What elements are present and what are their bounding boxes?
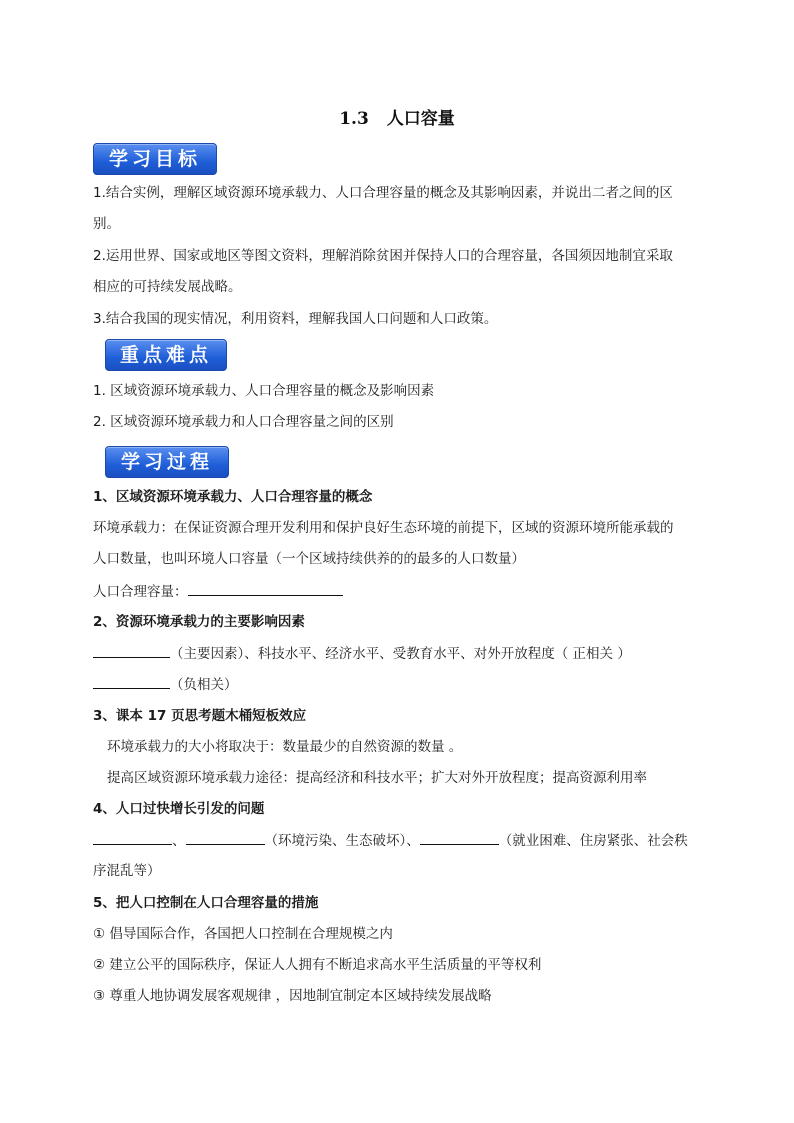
problem-blank-3[interactable]	[420, 830, 499, 845]
objective-1-line-2: 别。	[93, 216, 120, 232]
objective-3: 3.结合我国的现实情况，利用资料，理解我国人口问题和人口政策。	[93, 311, 498, 327]
section-1-definition-line-1: 环境承载力：在保证资源合理开发利用和保护良好生态环境的前提下，区域的资源环境所能承载的	[93, 520, 674, 536]
measure-2: ② 建立公平的国际秩序，保证人人拥有不断追求高水平生活质量的平等权利	[93, 957, 542, 973]
objective-2-line-1: 2.运用世界、国家或地区等图文资料，理解消除贫困并保持人口的合理容量，各国须因地制宜采取	[93, 248, 673, 264]
section-4-separator: 、	[172, 833, 186, 849]
objective-1-line-1: 1.结合实例，理解区域资源环境承载力、人口合理容量的概念及其影响因素，并说出二者之间的区	[93, 185, 673, 201]
section-2-line-1: （主要因素）、科技水平、经济水平、受教育水平、对外开放程度（ 正相关 ）	[170, 646, 631, 662]
measure-1: ① 倡导国际合作，各国把人口控制在合理规模之内	[93, 926, 393, 942]
section-4-middle: （环境污染、生态破坏）、	[264, 833, 420, 849]
page-title	[0, 104, 794, 129]
negative-factor-blank[interactable]	[93, 674, 170, 689]
section-5-heading: 5、把人口控制在人口合理容量的措施	[93, 895, 319, 911]
section-2-row-1	[93, 643, 631, 664]
title-text: 人口容量	[386, 109, 455, 129]
main-factor-blank[interactable]	[93, 643, 170, 658]
section-4-row-1	[93, 830, 688, 851]
section-2-line-2: （负相关）	[170, 677, 238, 693]
measure-3: ③ 尊重人地协调发展客观规律 ，因地制宜制定本区域持续发展战略	[93, 988, 492, 1004]
section-2-row-2	[93, 674, 238, 695]
capacity-blank[interactable]	[188, 581, 343, 596]
title-number: 1.3	[339, 109, 369, 129]
section-3-line-1: 环境承载力的大小将取决于：数量最少的自然资源的数量 。	[107, 739, 463, 755]
problem-blank-2[interactable]	[186, 830, 265, 845]
section-1-capacity-row	[93, 581, 343, 602]
key-point-2: 2. 区域资源环境承载力和人口合理容量之间的区别	[93, 414, 394, 430]
objectives-badge: 学习目标	[93, 143, 217, 175]
section-4-heading: 4、人口过快增长引发的问题	[93, 801, 265, 817]
key-points-badge: 重点难点	[105, 339, 227, 371]
section-1-definition-line-2: 人口数量，也叫环境人口容量（一个区域持续供养的的最多的人口数量）	[93, 551, 525, 567]
objective-2-line-2: 相应的可持续发展战略。	[93, 279, 242, 295]
key-point-1: 1. 区域资源环境承载力、人口合理容量的概念及影响因素	[93, 383, 435, 399]
section-3-heading: 3、课本 17 页思考题木桶短板效应	[93, 708, 307, 724]
section-1-heading: 1、区域资源环境承载力、人口合理容量的概念	[93, 489, 373, 505]
section-4-tail: （就业困难、住房紧张、社会秩	[498, 833, 688, 849]
section-2-heading: 2、资源环境承载力的主要影响因素	[93, 614, 305, 630]
process-badge: 学习过程	[105, 446, 229, 478]
problem-blank-1[interactable]	[93, 830, 172, 845]
section-3-line-2: 提高区域资源环境承载力途径：提高经济和科技水平；扩大对外开放程度；提高资源利用率	[107, 770, 647, 786]
capacity-label: 人口合理容量：	[93, 584, 188, 600]
section-4-line-2: 序混乱等）	[93, 863, 161, 879]
